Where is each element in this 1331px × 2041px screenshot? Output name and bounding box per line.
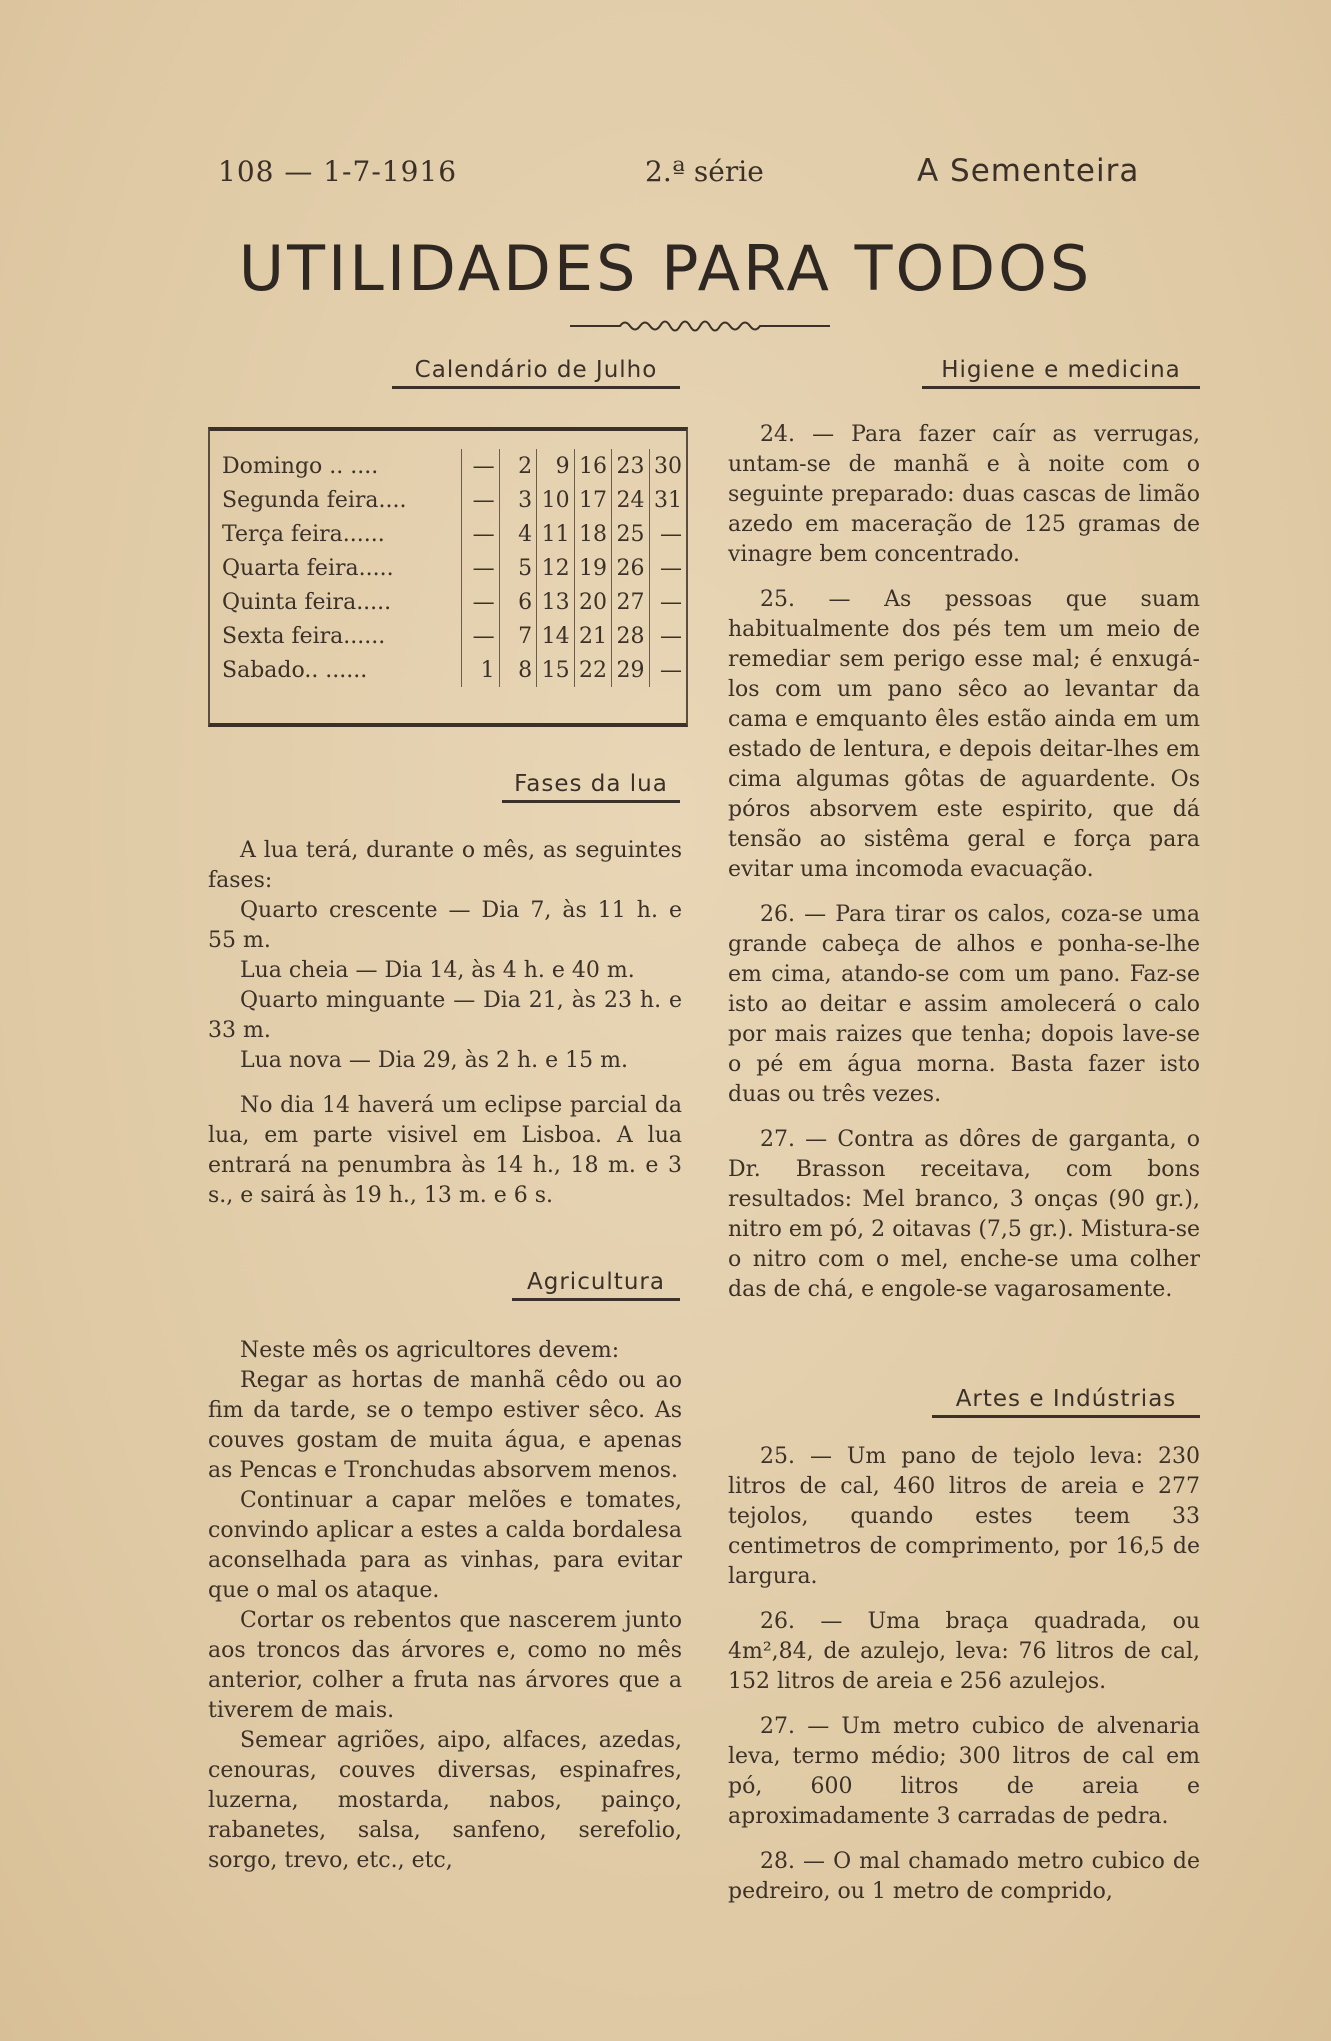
hygiene-paragraph: 24. — Para fazer caír as verrugas, untam-se de manhã e à noite com o seguinte preparado: duas cascas de limão azedo em maceração de 125 gramas de vinagre bem concentrado. <box>728 422 1200 567</box>
moon-phase: Quarto crescente — Dia 7, às 11 h. e 55 m. <box>208 898 682 953</box>
calendar-date: 27 <box>612 585 649 619</box>
calendar-heading: Calendário de Julho <box>392 357 680 389</box>
calendar-table <box>208 427 688 727</box>
calendar-day-name: Segunda feira.... <box>222 487 407 513</box>
agriculture-paragraph: Cortar os rebentos que nascerem junto aos troncos das árvores e, como no mês anterior, colher a fruta nas árvores que a tiverem de mais. <box>208 1608 682 1723</box>
calendar-date: 18 <box>574 517 611 551</box>
calendar-date: 20 <box>574 585 611 619</box>
calendar-date: 9 <box>537 449 574 483</box>
calendar-row <box>210 449 686 483</box>
moon-intro: A lua terá, durante o mês, as seguintes fases: <box>208 838 682 893</box>
issue-number: 108 — 1-7-1916 <box>218 155 458 188</box>
calendar-date: 22 <box>574 653 611 687</box>
calendar-date: — <box>649 517 686 551</box>
hygiene-paragraph: 26. — Para tirar os calos, coza-se uma grande cabeça de alhos e ponha-se-lhe em cima, atando-se com um pano. Faz-se isto ao deitar e assim amolecerá o calo por mais raizes que tenha; dopois lave-se o pé em água morna. Basta fazer isto duas ou três vezes. <box>728 902 1200 1107</box>
moon-phase: Quarto minguante — Dia 21, às 23 h. e 33 m. <box>208 988 682 1043</box>
calendar-date: 17 <box>574 483 611 517</box>
calendar-date: — <box>462 551 499 585</box>
industry-paragraph: 27. — Um metro cubico de alvenaria leva, termo médio; 300 litros de cal em pó, 600 litros de areia e aproximadamente 3 carradas de pedra. <box>728 1714 1200 1829</box>
calendar-date: 30 <box>649 449 686 483</box>
calendar-date: 12 <box>537 551 574 585</box>
calendar-date: — <box>649 551 686 585</box>
calendar-date: 21 <box>574 619 611 653</box>
calendar-row <box>210 585 686 619</box>
moon-phase: Lua cheia — Dia 14, às 4 h. e 40 m. <box>240 958 635 983</box>
industry-section <box>728 1442 1200 1907</box>
calendar-date: 31 <box>649 483 686 517</box>
calendar-date: 14 <box>537 619 574 653</box>
eclipse-note: No dia 14 haverá um eclipse parcial da lua, em parte visivel em Lisboa. A lua entrará na penumbra às 14 h., 18 m. e 3 s., e sairá às 19 h., 13 m. e 6 s. <box>208 1093 682 1208</box>
calendar-row <box>210 483 686 517</box>
calendar-date: 1 <box>462 653 499 687</box>
calendar-day-name: Terça feira...... <box>222 521 385 547</box>
calendar-date: 5 <box>499 551 536 585</box>
calendar-date: 2 <box>499 449 536 483</box>
agriculture-section <box>208 1336 682 1876</box>
calendar-date: 19 <box>574 551 611 585</box>
calendar-date: 15 <box>537 653 574 687</box>
calendar-row <box>210 653 686 687</box>
calendar-date: — <box>649 653 686 687</box>
calendar-day-name: Quarta feira..... <box>222 555 394 581</box>
journal-name: A Sementeira <box>917 153 1140 189</box>
calendar-row <box>210 517 686 551</box>
calendar-date: — <box>462 483 499 517</box>
calendar-date: — <box>649 585 686 619</box>
series-label: 2.ª série <box>645 155 764 188</box>
calendar-row <box>210 619 686 653</box>
calendar-date: — <box>462 449 499 483</box>
calendar-date: 3 <box>499 483 536 517</box>
calendar-date: — <box>462 619 499 653</box>
calendar-day-name: Sabado.. ...... <box>222 657 368 683</box>
moon-phase: Lua nova — Dia 29, às 2 h. e 15 m. <box>240 1048 628 1073</box>
industry-paragraph: 25. — Um pano de tejolo leva: 230 litros de cal, 460 litros de areia e 277 tejolos, quando estes teem 33 centimetros de comprimento, por 16,5 de largura. <box>728 1444 1200 1589</box>
moon-section <box>208 836 682 1211</box>
calendar-date: 16 <box>574 449 611 483</box>
calendar-day-name: Domingo .. .... <box>222 453 379 479</box>
calendar-date: 23 <box>612 449 649 483</box>
calendar-date: 7 <box>499 619 536 653</box>
calendar-date: 10 <box>537 483 574 517</box>
calendar-date: 4 <box>499 517 536 551</box>
calendar-date: 25 <box>612 517 649 551</box>
calendar-date: 8 <box>499 653 536 687</box>
calendar-date: 29 <box>612 653 649 687</box>
calendar-row <box>210 551 686 585</box>
industry-heading: Artes e Indústrias <box>932 1386 1200 1418</box>
agriculture-paragraph: Regar as hortas de manhã cêdo ou ao fim da tarde, se o tempo estiver sêco. As couves gostam de muita água, e apenas as Pencas e Tronchudas absorvem menos. <box>208 1368 682 1483</box>
calendar-date: 6 <box>499 585 536 619</box>
calendar-day-name: Quinta feira..... <box>222 589 392 615</box>
industry-paragraph: 28. — O mal chamado metro cubico de pedreiro, ou 1 metro de comprido, <box>728 1849 1200 1904</box>
hygiene-section <box>728 420 1200 1305</box>
agriculture-paragraph: Continuar a capar melões e tomates, convindo aplicar a estes a calda bordalesa aconselhada para as vinhas, para evitar que o mal os ataque. <box>208 1488 682 1603</box>
hygiene-paragraph: 27. — Contra as dôres de garganta, o Dr. Brasson receitava, com bons resultados: Mel branco, 3 onças (90 gr.), nitro em pó, 2 oitavas (7,5 gr.). Mistura-se o nitro com o mel, enche-se uma colher das de chá, e engole-se vagarosamente. <box>728 1127 1200 1302</box>
moon-heading: Fases da lua <box>502 771 680 803</box>
page-header <box>0 155 1331 195</box>
hygiene-heading: Higiene e medicina <box>922 357 1200 389</box>
page-title: UTILIDADES PARA TODOS <box>238 232 1093 305</box>
agriculture-paragraph: Semear agriões, aipo, alfaces, azedas, cenouras, couves diversas, espinafres, luzerna, mostarda, nabos, painço, rabanetes, salsa, sanfeno, serefolio, sorgo, trevo, etc., etc, <box>208 1728 682 1873</box>
calendar-day-name: Sexta feira...... <box>222 623 386 649</box>
calendar-date: 28 <box>612 619 649 653</box>
hygiene-paragraph: 25. — As pessoas que suam habitualmente dos pés tem um meio de remediar sem perigo esse mal; é enxugá-los com um pano sêco ao levantar da cama e emquanto êles estão ainda em um estado de lentura, e depois deitar-lhes em cima algumas gôtas de aguardente. Os póros absorvem este espirito, que dá tensão ao sistêma geral e força para evitar uma incomoda evacuação. <box>728 587 1200 882</box>
calendar-date: — <box>462 585 499 619</box>
calendar-date: — <box>462 517 499 551</box>
calendar-date: 26 <box>612 551 649 585</box>
calendar-date: — <box>649 619 686 653</box>
agriculture-paragraph: Neste mês os agricultores devem: <box>240 1338 620 1363</box>
industry-paragraph: 26. — Uma braça quadrada, ou 4m²,84, de azulejo, leva: 76 litros de cal, 152 litros de areia e 256 azulejos. <box>728 1609 1200 1694</box>
calendar-date: 13 <box>537 585 574 619</box>
wavy-ornament <box>570 315 830 337</box>
calendar-date: 24 <box>612 483 649 517</box>
agriculture-heading: Agricultura <box>512 1269 680 1301</box>
calendar-date: 11 <box>537 517 574 551</box>
